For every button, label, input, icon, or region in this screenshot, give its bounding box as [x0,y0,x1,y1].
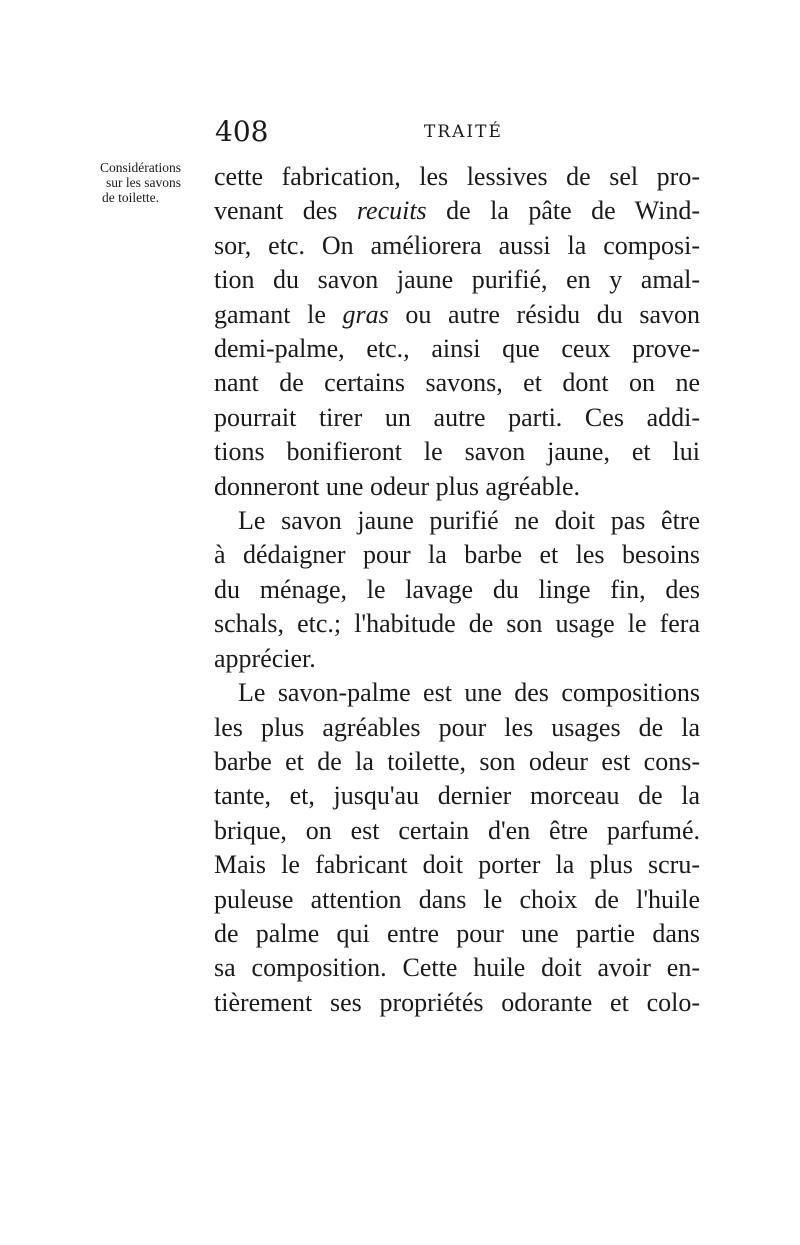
marginal-note-line: sur les savons [106,175,181,190]
text-line: tions bonifieront le savon jaune, et lui [214,437,700,467]
text-line: donneront une odeur plus agréable. [214,471,581,501]
page-header [0,116,800,156]
text-line: tion du savon jaune purifié, en y amal- [214,265,700,295]
paragraph-1 [214,160,700,504]
text-line: du ménage, le lavage du linge fin, des [214,574,700,604]
text-line: de palme qui entre pour une partie dans [214,918,700,948]
text-line: schals, etc.; l'habitude de son usage le fera [214,609,700,639]
page-number: 408 [215,115,269,148]
text-line: nant de certains savons, et dont on ne [214,368,700,398]
text-line: tante, et, jusqu'au dernier morceau de la [214,781,700,811]
text-line: venant des recuits de la pâte de Wind- [214,196,701,226]
text-line: gamant le gras ou autre résidu du savon [214,299,700,329]
running-head: TRAITÉ [424,122,503,142]
text-line: puleuse attention dans le choix de l'huile [214,884,700,914]
text-line: pourrait tirer un autre parti. Ces addi- [214,402,700,432]
text-line: apprécier. [214,643,316,673]
body-text [214,160,700,1020]
paragraph-2 [214,504,700,676]
text-line: à dédaigner pour la barbe et les besoins [214,540,700,570]
text-line: Le savon jaune purifié ne doit pas être [238,506,700,536]
text-line: sa composition. Cette huile doit avoir en- [214,953,700,983]
text-line: tièrement ses propriétés odorante et colo- [214,987,700,1017]
text-line: demi-palme, etc., ainsi que ceux prove- [214,334,700,364]
text-line: barbe et de la toilette, son odeur est cons- [214,746,700,776]
marginal-note [88,160,210,205]
text-line: Mais le fabricant doit porter la plus scru- [214,850,700,880]
text-line: sor, etc. On améliorera aussi la composi- [214,230,700,260]
paragraph-3 [214,676,700,1020]
text-line: les plus agréables pour les usages de la [214,712,700,742]
text-line: Le savon-palme est une des compositions [238,678,700,708]
marginal-note-line: de toilette. [102,190,159,205]
text-line: cette fabrication, les lessives de sel pro- [214,162,700,191]
text-line: brique, on est certain d'en être parfumé. [214,815,700,845]
marginal-note-line: Considérations [100,160,181,175]
